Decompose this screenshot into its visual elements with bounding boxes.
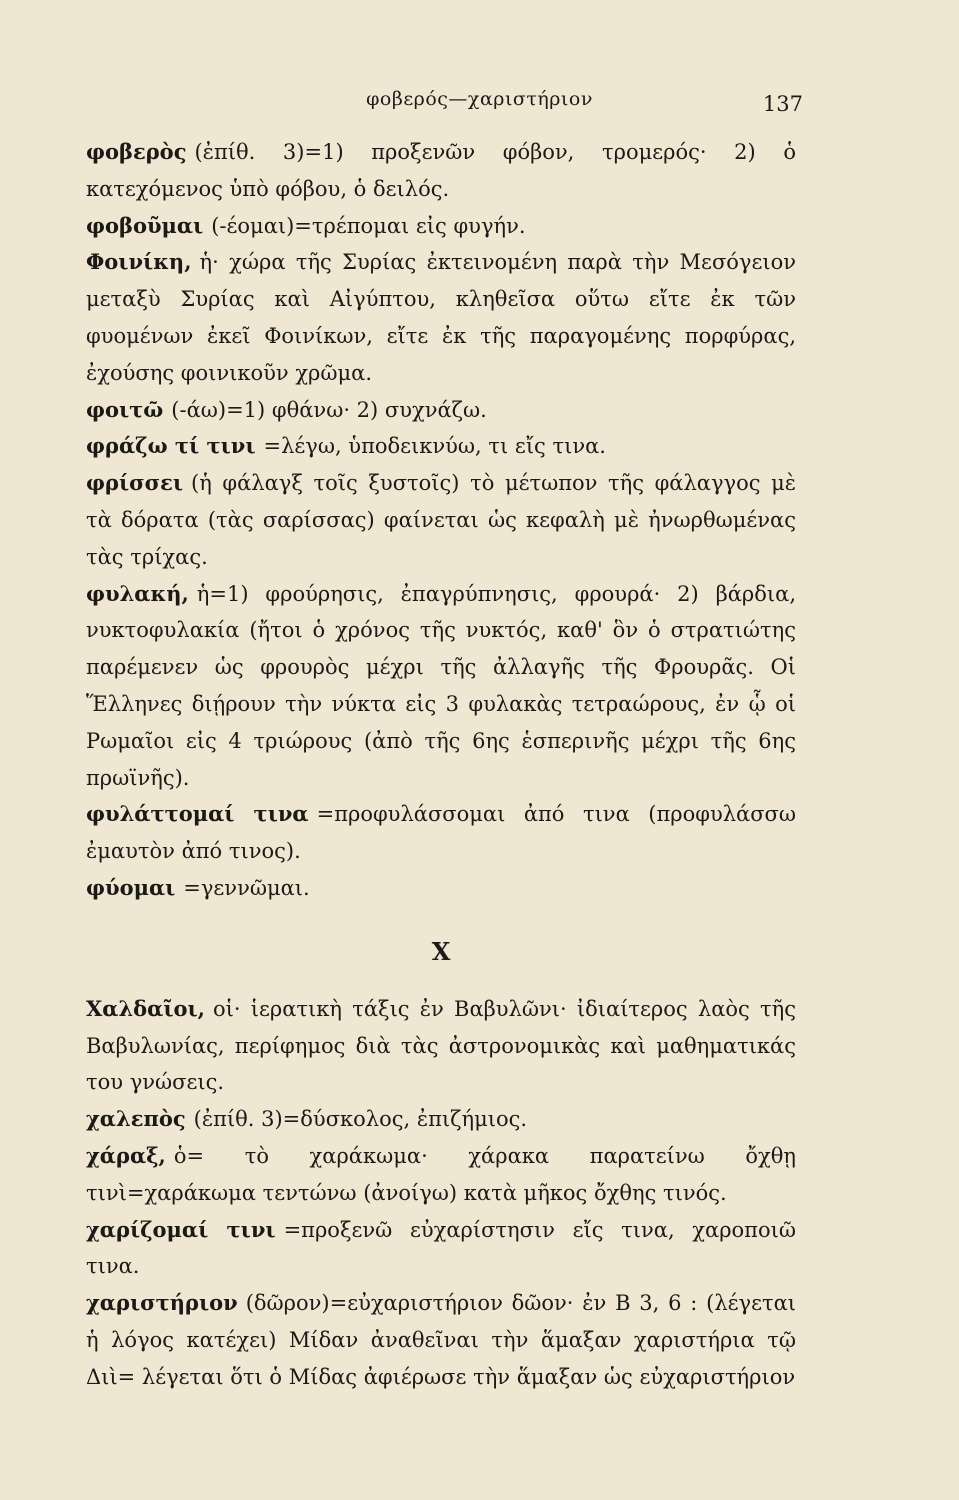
entries-phi-section: [86, 134, 796, 907]
entry-definition: =προφυλάσσομαι ἀπό τινα (προφυλάσσω ἐμαυτὸν ἀπό τινος).: [86, 802, 797, 864]
entry-definition: =γεννῶμαι.: [183, 875, 310, 900]
dictionary-entry: [86, 1138, 796, 1212]
dictionary-entry: [86, 1212, 796, 1286]
entry-definition: (ἡ φάλαγξ τοῖς ξυστοῖς) τὸ μέτωπον τῆς φάλαγγος μὲ τὰ δόρατα (τὰς σαρίσσας) φαίνεται ὡς κεφαλὴ μὲ ἠνωρθωμένας τὰς τρίχας.: [86, 471, 796, 569]
entry-headword: φυλακή,: [86, 580, 189, 606]
entry-headword: φυλάττομαί τινα: [86, 801, 309, 827]
entry-definition: (-άω)=1) φθάνω· 2) συχνάζω.: [171, 397, 487, 422]
entry-headword: φοιτῶ: [86, 396, 164, 422]
dictionary-entry: [86, 208, 796, 245]
entry-definition: ἡ=1) φρούρησις, ἐπαγρύπνησις, φρουρά· 2) βάρδια, νυκτοφυλακία (ἤτοι ὁ χρόνος τῆς νυκτός, καθ' ὃν ὁ στρατιώτης παρέμενεν ὡς φρουρὸς μέχρι τῆς ἀλλαγῆς τῆς Φρουρᾶς. Οἱ Ἕλληνες διῄρουν τὴν νύκτα εἰς 3 φυλακὰς τετραώρους, ἐν ᾧ οἱ Ρωμαῖοι εἰς 4 τριώρους (ἀπὸ τῆς 6ης ἑσπερινῆς μέχρι τῆς 6ης πρωϊνῆς).: [86, 581, 796, 790]
dictionary-entry: [86, 134, 796, 208]
dictionary-entry: [86, 392, 796, 429]
entry-headword: χαριστήριον: [86, 1290, 238, 1316]
dictionary-entry: [86, 1285, 796, 1395]
running-title: φοβερός—χαριστήριον: [366, 88, 593, 110]
page-body: [86, 134, 796, 1396]
dictionary-entry: [86, 1101, 796, 1138]
entry-definition: (δῶρον)=εὐχαριστήριον δῶον· ἐν Β 3, 6 : (λέγεται ἡ λόγος κατέχει) Μίδαν ἀναθεῖναι τὴν ἅμαξαν χαριστήρια τῷ Διὶ= λέγεται ὅτι ὁ Μίδας ἀφιέρωσε τὴν ἅμαξαν ὡς εὐχαριστήριον: [86, 1291, 796, 1389]
entry-definition: (-έομαι)=τρέπομαι εἰς φυγήν.: [211, 213, 526, 238]
entry-definition: =προξενῶ εὐχαρίστησιν εἴς τινα, χαροποιῶ τινα.: [86, 1217, 796, 1279]
dictionary-entry: [86, 428, 796, 465]
entry-definition: (ἐπίθ. 3)=1) προξενῶν φόβον, τρομερός· 2) ὁ κατεχόμενος ὑπὸ φόβου, ὁ δειλός.: [86, 140, 796, 201]
entry-headword: φοβοῦμαι: [86, 212, 204, 238]
page-number: 137: [762, 92, 803, 116]
entry-headword: φρίσσει: [86, 470, 184, 496]
entry-definition: ὁ= τὸ χαράκωμα· χάρακα παρατείνω ὄχθῃ τινὶ=χαράκωμα τεντώνω (ἀνοίγω) κατὰ μῆκος ὄχθης τινός.: [86, 1143, 796, 1205]
dictionary-entry: [86, 465, 796, 575]
entry-headword: χαρίζομαί τινι: [86, 1216, 276, 1242]
entries-chi-section: [86, 991, 796, 1396]
entry-definition: (ἐπίθ. 3)=δύσκολος, ἐπιζήμιος.: [193, 1107, 528, 1132]
entry-headword: φύομαι: [86, 874, 176, 900]
entry-headword: φοβερὸς: [86, 139, 187, 164]
dictionary-entry: [86, 244, 796, 391]
dictionary-entry: [86, 576, 796, 797]
dictionary-entry: [86, 796, 796, 870]
entry-headword: χαλεπὸς: [86, 1106, 186, 1132]
entry-definition: ἡ· χώρα τῆς Συρίας ἐκτεινομένη παρὰ τὴν Μεσόγειον μεταξὺ Συρίας καὶ Αἰγύπτου, κληθεῖσα οὕτω εἴτε ἐκ τῶν φυομένων ἐκεῖ Φοινίκων, εἴτε ἐκ τῆς παραγομένης πορφύρας, ἐχούσης φοινικοῦν χρῶμα.: [86, 250, 796, 385]
dictionary-entry: [86, 870, 796, 907]
entry-headword: Φοινίκη,: [86, 249, 192, 275]
entry-headword: χάραξ,: [86, 1142, 166, 1168]
entry-definition: =λέγω, ὑποδεικνύω, τι εἴς τινα.: [263, 434, 606, 459]
section-letter: X: [431, 936, 451, 966]
entry-headword: φράζω τί τινι: [86, 433, 256, 459]
dictionary-entry: [86, 991, 796, 1101]
entry-definition: οἱ· ἱερατικὴ τάξις ἐν Βαβυλῶνι· ἰδιαίτερος λαὸς τῆς Βαβυλωνίας, περίφημος διὰ τὰς ἀστρονομικὰς καὶ μαθηματικάς του γνώσεις.: [86, 996, 796, 1095]
entry-headword: Χαλδαῖοι,: [86, 995, 205, 1021]
